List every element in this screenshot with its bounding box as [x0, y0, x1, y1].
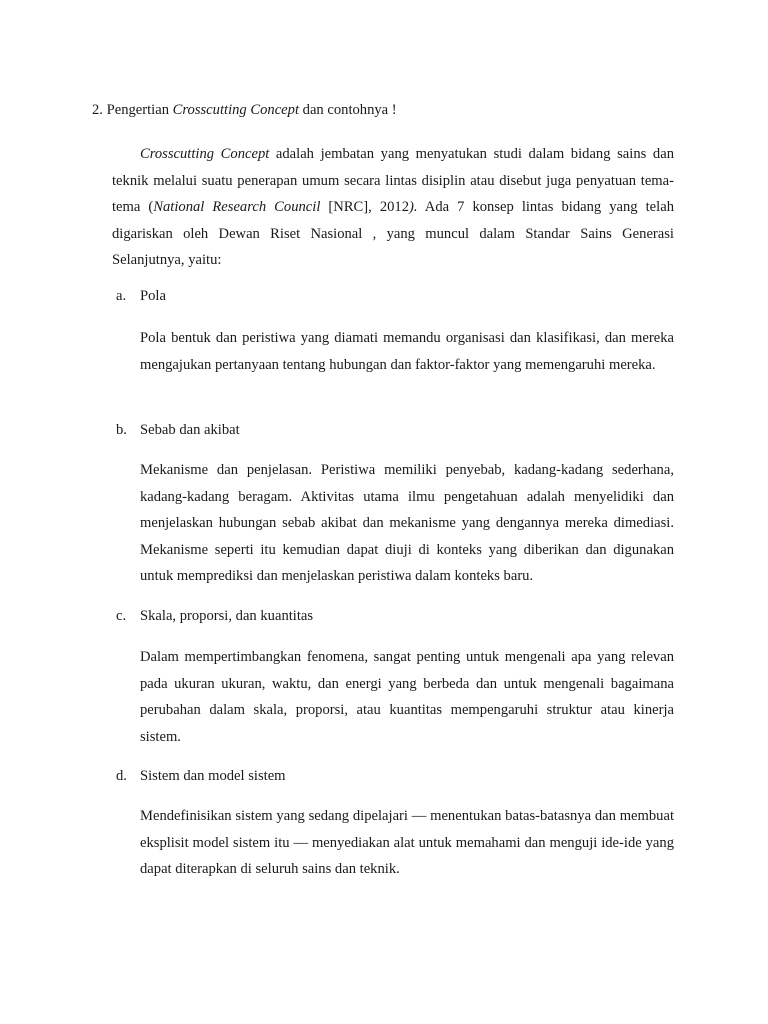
list-item-body-b: Mekanisme dan penjelasan. Peristiwa memiliki penyebab, kadang-kadang sederhana, kadang-kadang beragam. Aktivitas utama ilmu pengetahuan adalah menyelidiki dan menjelaskan hubungan sebab akibat dan mekanisme yang dengannya mereka dimediasi. Mekanisme seperti itu kemudian dapat diuji di konteks yang diberikan dan digunakan untuk memprediksi dan menjelaskan peristiwa dalam konteks baru. [140, 462, 674, 584]
intro-italic-close: ). [409, 199, 418, 215]
list-item-body-d: Mendefinisikan sistem yang sedang dipelajari — menentukan batas-batasnya dan membuat eksplisit model sistem itu — menyediakan alat untuk memahami dan menguji ide-ide yang dapat diterapkan di seluruh sains dan teknik. [140, 808, 674, 877]
intro-italic-term: Crosscutting Concept [140, 146, 270, 162]
section-heading [92, 102, 397, 119]
list-item-letter: c. [116, 608, 127, 624]
list-item-label-b [116, 422, 240, 439]
intro-text-2: [NRC], 2012 [320, 199, 410, 215]
list-item-title: Skala, proporsi, dan kuantitas [140, 608, 314, 624]
heading-italic-term: Crosscutting Concept [172, 102, 299, 118]
list-item-label-d [116, 768, 286, 785]
list-item-body-a: Pola bentuk dan peristiwa yang diamati memandu organisasi dan klasifikasi, dan mereka mengajukan pertanyaan tentang hubungan dan faktor-faktor yang memengaruhi mereka. [140, 330, 674, 373]
intro-paragraph [112, 141, 674, 274]
intro-text-1: adalah jembatan yang menyatukan studi dalam bidang sains dan teknik melalui suatu penerapan umum secara lintas disiplin atau disebut juga penyatuan tema-tema ( [112, 146, 674, 215]
list-item-label-c [116, 608, 313, 625]
list-item-letter: d. [116, 768, 127, 784]
list-item-body-c: Dalam mempertimbangkan fenomena, sangat penting untuk mengenali apa yang relevan pada ukuran ukuran, waktu, dan energi yang berbeda dan untuk mengenali bagaimana perubahan dalam skala, proporsi, atau kuantitas mempengaruhi struktur atau kinerja sistem. [140, 649, 674, 745]
list-item-label-a [116, 288, 166, 305]
list-item-title: Sistem dan model sistem [140, 768, 286, 784]
list-item-letter: a. [116, 288, 127, 304]
list-item-letter: b. [116, 422, 127, 438]
heading-prefix: 2. Pengertian [92, 102, 173, 118]
list-item-title: Sebab dan akibat [140, 422, 240, 438]
list-item-title: Pola [140, 288, 166, 304]
intro-text-3: Ada 7 konsep lintas bidang yang telah digariskan oleh Dewan Riset Nasional , yang muncul dalam Standar Sains Generasi Selanjutnya, yaitu: [112, 199, 674, 268]
intro-italic-source: National Research Council [153, 199, 321, 215]
heading-suffix: dan contohnya ! [299, 102, 397, 118]
